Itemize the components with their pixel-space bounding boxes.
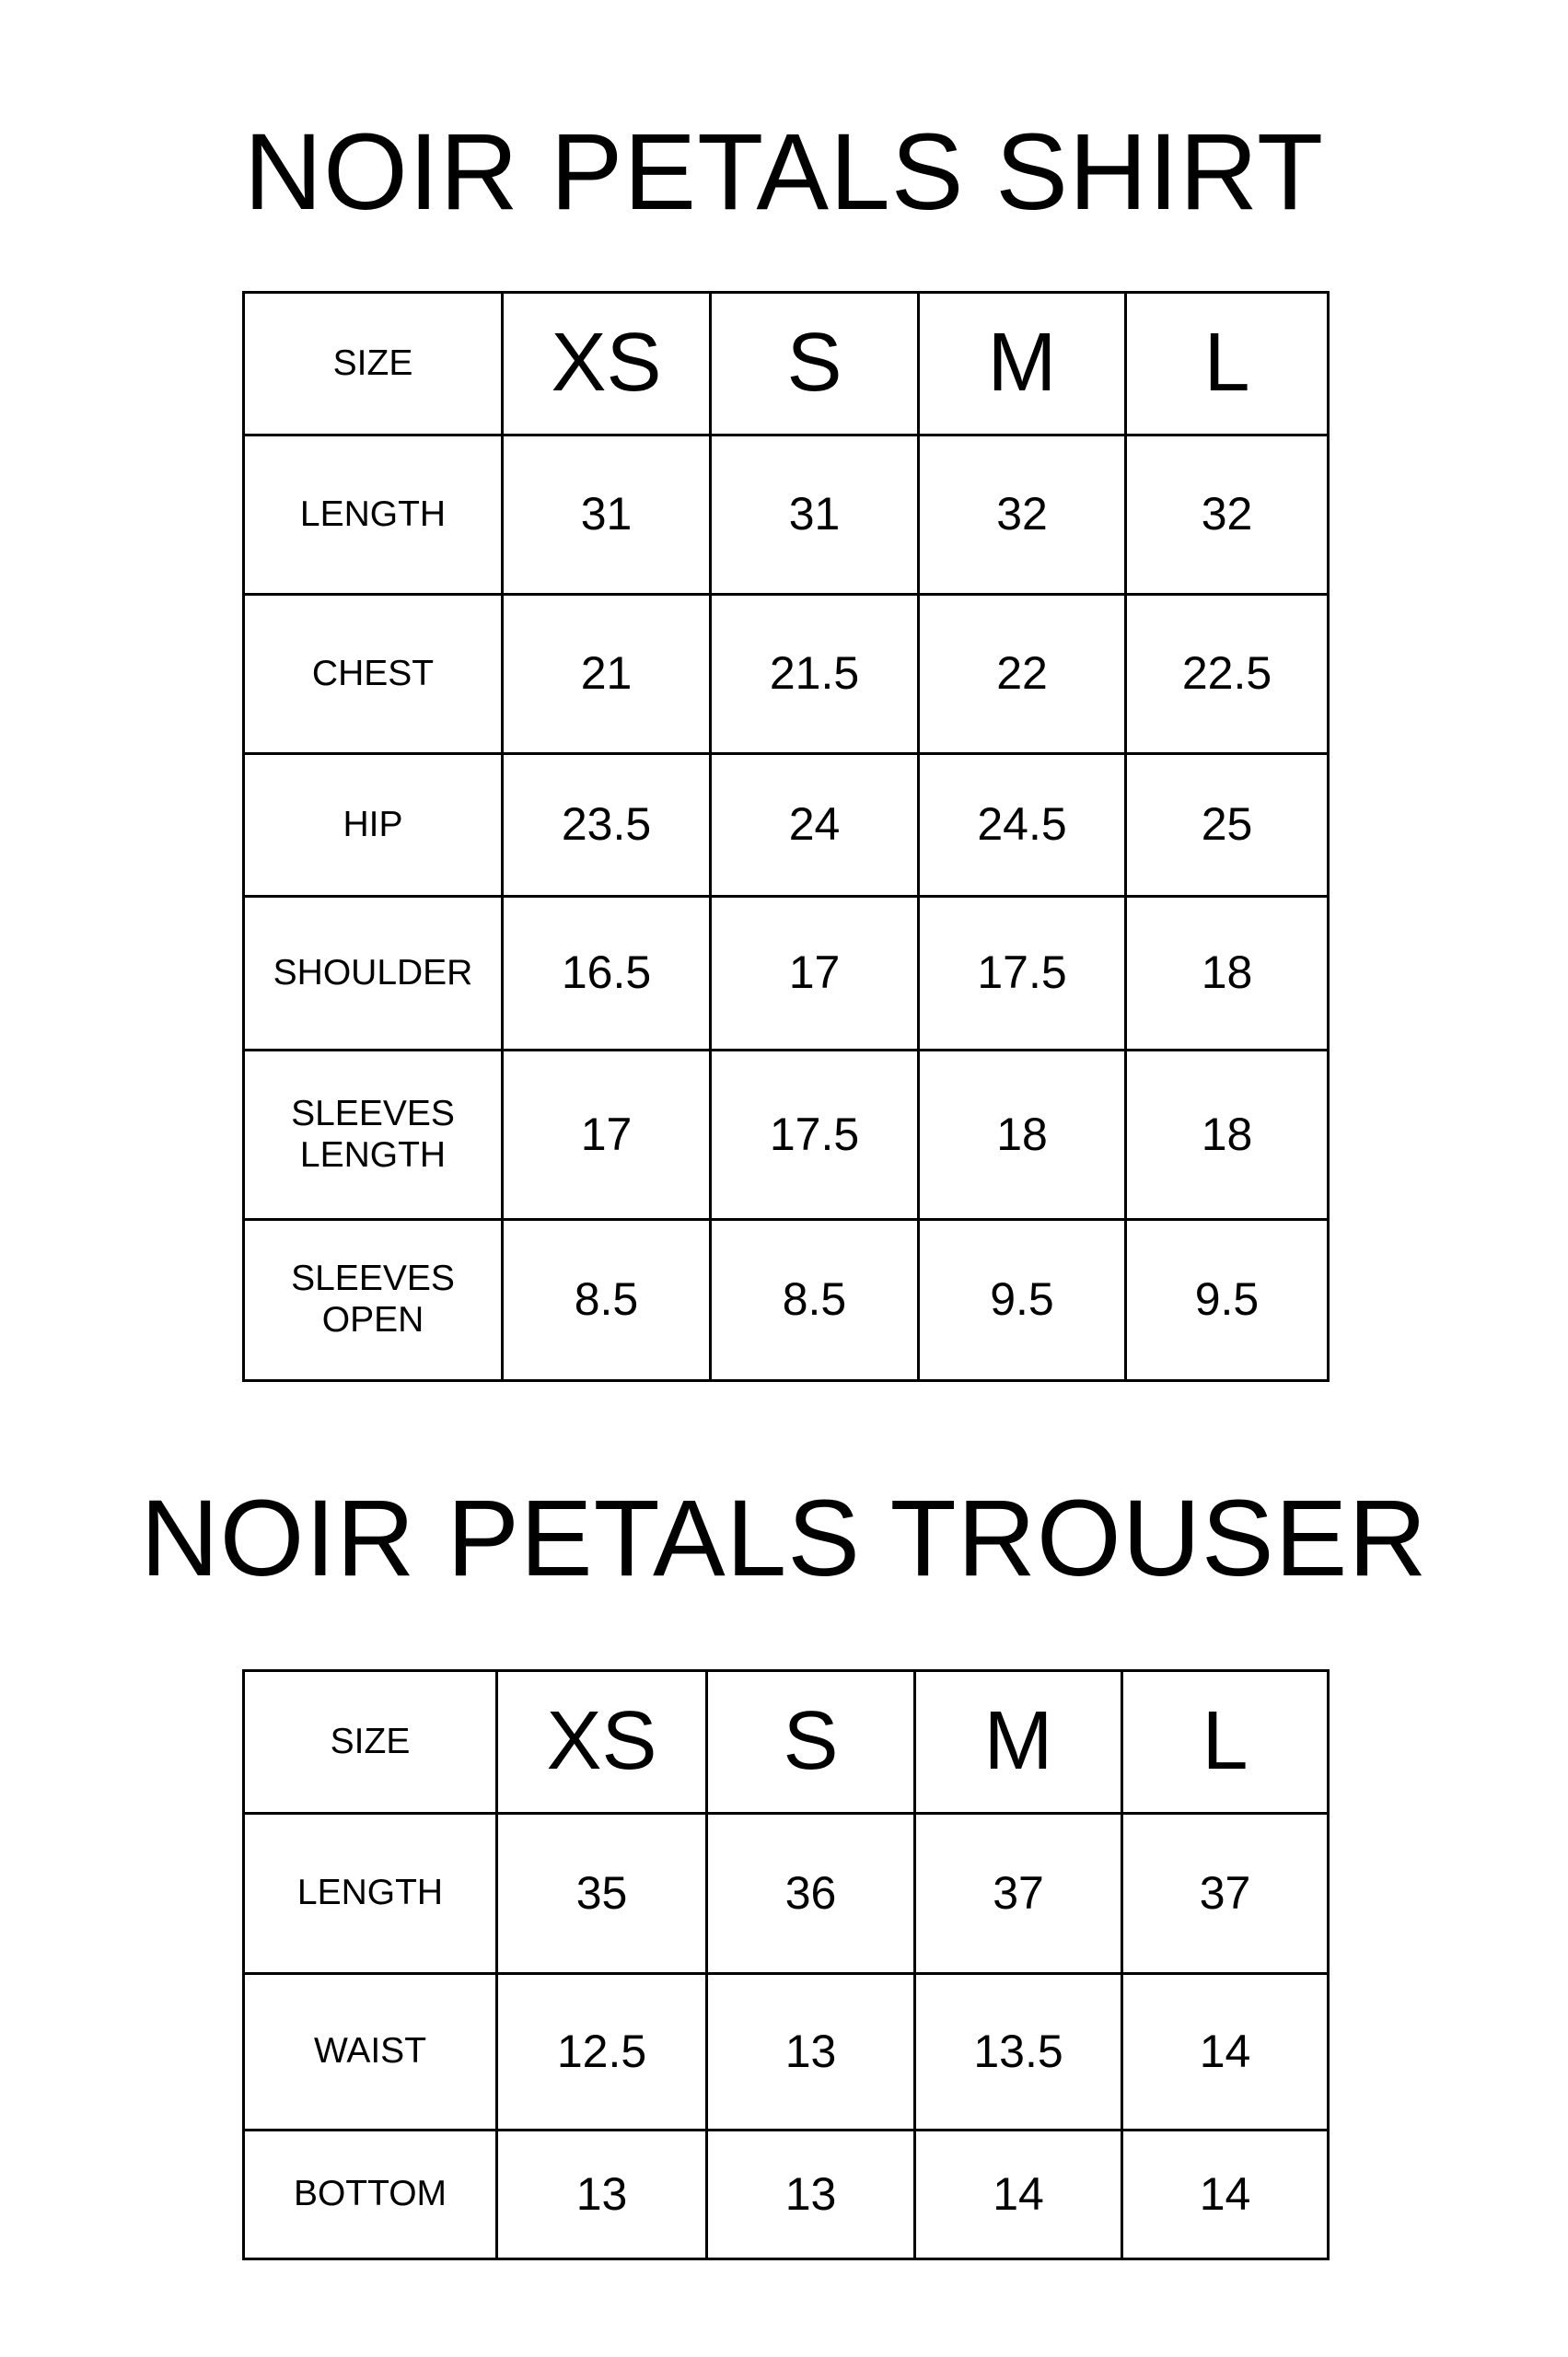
row-label-line: SLEEVES: [291, 1093, 455, 1133]
table-cell: 17.5: [919, 897, 1126, 1051]
table-cell: 23.5: [503, 754, 711, 897]
table-cell: 31: [503, 435, 711, 595]
table-cell: 17: [503, 1051, 711, 1220]
table-row: [244, 897, 1329, 1051]
shirt-chart-title: NOIR PETALS SHIRT: [243, 111, 1325, 233]
row-label-line: LENGTH: [299, 1134, 447, 1175]
table-cell: 18: [919, 1051, 1126, 1220]
table-row: [244, 1051, 1329, 1220]
table-cell: 12.5: [497, 1974, 707, 2131]
table-cell: 8.5: [503, 1220, 711, 1381]
table-cell: 8.5: [711, 1220, 919, 1381]
row-label-waist: WAIST: [244, 1974, 497, 2131]
row-label-line: SLEEVES: [291, 1259, 455, 1299]
table-cell: 24.5: [919, 754, 1126, 897]
table-header-row: [244, 293, 1329, 435]
row-label-line: OPEN: [321, 1300, 424, 1340]
table-cell: 9.5: [1126, 1220, 1329, 1381]
table-cell: 18: [1126, 1051, 1329, 1220]
size-header-label: SIZE: [244, 293, 503, 435]
table-cell: 17.5: [711, 1051, 919, 1220]
size-s-header: S: [707, 1671, 915, 1814]
table-cell: 13: [497, 2131, 707, 2259]
table-cell: 37: [915, 1814, 1122, 1974]
table-cell: 14: [1122, 2131, 1329, 2259]
table-row: [244, 1814, 1329, 1974]
row-label-hip: HIP: [244, 754, 503, 897]
size-xs-header: XS: [497, 1671, 707, 1814]
size-l-header: L: [1122, 1671, 1329, 1814]
table-cell: 37: [1122, 1814, 1329, 1974]
row-label-sleeves-length: [244, 1051, 503, 1220]
table-cell: 13: [707, 2131, 915, 2259]
trouser-size-table: [242, 1669, 1330, 2260]
row-label-chest: CHEST: [244, 595, 503, 754]
table-row: [244, 1974, 1329, 2131]
table-cell: 16.5: [503, 897, 711, 1051]
table-cell: 22.5: [1126, 595, 1329, 754]
table-cell: 32: [919, 435, 1126, 595]
table-cell: 9.5: [919, 1220, 1126, 1381]
table-row: [244, 754, 1329, 897]
table-header-row: [244, 1671, 1329, 1814]
table-cell: 14: [1122, 1974, 1329, 2131]
row-label-length: LENGTH: [244, 435, 503, 595]
table-row: [244, 2131, 1329, 2259]
row-label-shoulder: SHOULDER: [244, 897, 503, 1051]
size-l-header: L: [1126, 293, 1329, 435]
table-cell: 31: [711, 435, 919, 595]
table-row: [244, 1220, 1329, 1381]
shirt-size-table: [242, 291, 1330, 1382]
table-cell: 14: [915, 2131, 1122, 2259]
table-cell: 25: [1126, 754, 1329, 897]
table-row: [244, 595, 1329, 754]
table-cell: 17: [711, 897, 919, 1051]
table-cell: 21.5: [711, 595, 919, 754]
table-cell: 21: [503, 595, 711, 754]
table-cell: 13: [707, 1974, 915, 2131]
size-m-header: M: [919, 293, 1126, 435]
table-cell: 35: [497, 1814, 707, 1974]
row-label-bottom: BOTTOM: [244, 2131, 497, 2259]
size-xs-header: XS: [503, 293, 711, 435]
table-cell: 13.5: [915, 1974, 1122, 2131]
table-cell: 18: [1126, 897, 1329, 1051]
row-label-length: LENGTH: [244, 1814, 497, 1974]
trouser-chart-title: NOIR PETALS TROUSER: [140, 1478, 1428, 1599]
table-cell: 22: [919, 595, 1126, 754]
table-cell: 32: [1126, 435, 1329, 595]
table-cell: 24: [711, 754, 919, 897]
row-label-sleeves-open: [244, 1220, 503, 1381]
size-m-header: M: [915, 1671, 1122, 1814]
table-cell: 36: [707, 1814, 915, 1974]
size-header-label: SIZE: [244, 1671, 497, 1814]
size-s-header: S: [711, 293, 919, 435]
table-row: [244, 435, 1329, 595]
